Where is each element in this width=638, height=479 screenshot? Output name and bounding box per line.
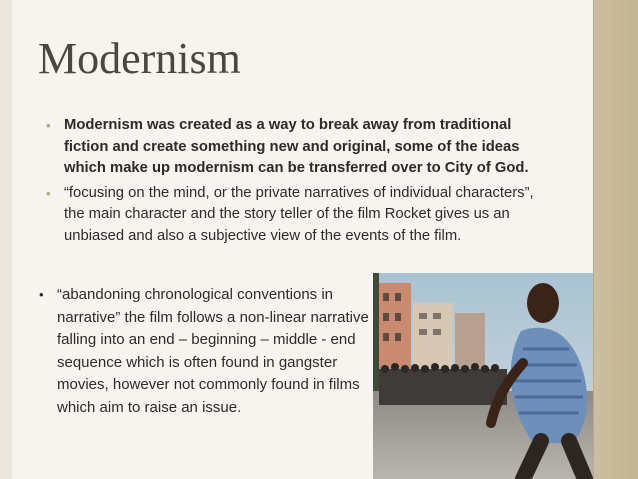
bullet-item: [33, 284, 378, 419]
bullet-dot-icon: •: [39, 287, 44, 302]
bullet-dot-icon: •: [46, 185, 51, 201]
left-border: [0, 0, 12, 479]
bottom-bullet-list: [33, 284, 378, 419]
bullet-text: “focusing on the mind, or the private narratives of individual characters”, the main character and the story teller of the film Rocket gives us an unbiased and also a subjective view of the events of the film.: [64, 184, 534, 244]
bullet-text: “abandoning chronological conventions in narrative” the film follows a non-linear narrative falling into an end – beginning – middle - end sequence which is often found in gangster movies, however not commonly found in films which aim to raise an issue.: [57, 286, 369, 416]
bullet-item: [40, 115, 550, 180]
bullet-text: Modernism was created as a way to break away from traditional fiction and create something new and original, some of the ideas which make up modernism can be transferred over to City of God.: [64, 117, 529, 176]
accent-bar-edge: [593, 0, 594, 479]
film-still-image: [373, 273, 593, 479]
slide-title: Modernism: [38, 34, 241, 83]
bullet-dot-icon: •: [46, 118, 51, 133]
bullet-item: [40, 183, 550, 248]
top-bullet-list: [40, 115, 550, 250]
accent-bar: [593, 0, 638, 479]
